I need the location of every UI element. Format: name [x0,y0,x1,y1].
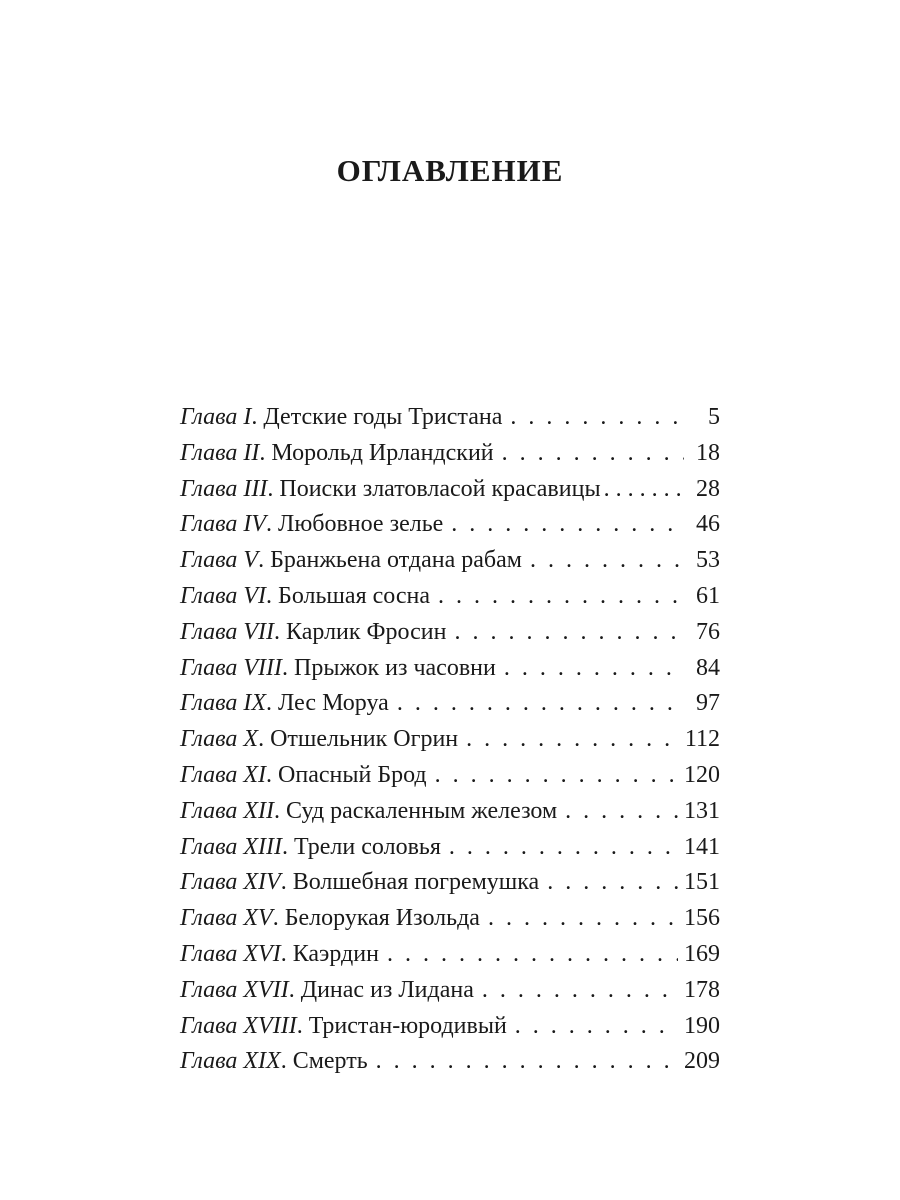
chapter-word: Глава [180,797,238,824]
chapter-word: Глава [180,654,238,681]
chapter-label [180,400,251,436]
chapter-title: Карлик Фросин [286,618,447,645]
toc-entry [180,794,720,830]
chapter-number: XVIII [243,1012,297,1039]
chapter-label [180,1009,297,1045]
chapter-word: Глава [180,582,238,609]
chapter-label [180,937,281,973]
page-number: 151 [684,869,720,896]
page-title: ОГЛАВЛЕНИЕ [336,153,564,188]
chapter-title: Морольд Ирландский [271,439,494,466]
chapter-number: VIII [243,654,283,681]
chapter-title: Трели соловья [294,833,441,860]
toc-entry [180,579,720,615]
dot-leader [397,686,684,722]
chapter-number: XI [243,761,267,788]
dot-leader [547,865,678,901]
chapter-label [180,686,266,722]
chapter-number: VI [243,582,267,609]
table-of-contents [180,400,720,1080]
chapter-title: Большая сосна [278,582,431,609]
dot-leader [488,901,678,937]
page-number: 97 [696,690,720,717]
chapter-word: Глава [180,547,238,574]
toc-entry [180,543,720,579]
chapter-number: V [243,547,259,574]
chapter-word: Глава [180,976,238,1003]
toc-entry [180,615,720,651]
page-number: 28 [696,475,720,502]
chapter-label [180,794,274,830]
dot-leader [565,794,678,830]
chapter-label [180,615,274,651]
toc-entry [180,472,720,508]
chapter-label [180,543,258,579]
page-number: 178 [684,976,720,1003]
chapter-separator: . [280,940,287,967]
chapter-word: Глава [180,869,238,896]
chapter-label [180,579,266,615]
toc-entry [180,901,720,937]
chapter-number: VII [243,618,275,645]
toc-entry [180,722,720,758]
chapter-number: XV [243,905,273,932]
dot-leader [515,1009,678,1045]
chapter-separator: . [259,439,266,466]
toc-entry [180,436,720,472]
chapter-number: I [243,404,252,430]
chapter-separator: . [272,905,279,932]
chapter-label [180,830,282,866]
chapter-separator: . [296,1012,303,1039]
chapter-number: XIII [243,833,283,860]
dot-leader [435,758,678,794]
chapter-word: Глава [180,1012,238,1039]
chapter-title: Лес Моруа [278,690,389,717]
chapter-separator: . [288,976,295,1003]
dot-leader [482,973,678,1009]
chapter-word: Глава [180,833,238,860]
toc-entry [180,400,720,436]
chapter-number: IX [243,690,267,717]
chapter-label [180,901,273,937]
dot-leader [387,937,678,973]
page-number: 46 [696,511,720,538]
toc-entry [180,830,720,866]
page-number: 61 [696,582,720,609]
chapter-title: Бранжьена отдана рабам [270,547,522,574]
page-number: 169 [684,940,720,967]
chapter-word: Глава [180,618,238,645]
chapter-word: Глава [180,905,238,932]
chapter-separator: . [251,404,258,430]
dot-leader [510,400,684,436]
chapter-number: XIX [243,1048,281,1075]
toc-entry [180,937,720,973]
chapter-label [180,472,267,508]
chapter-separator: . [258,547,265,574]
page-number: 18 [696,439,720,466]
chapter-title: Суд раскаленным железом [286,797,558,824]
chapter-number: XVI [243,940,281,967]
page-number: 5 [708,404,720,430]
chapter-separator: . [258,726,265,753]
toc-entry [180,1009,720,1045]
chapter-word: Глава [180,1048,238,1075]
chapter-number: X [243,726,259,753]
chapter-separator: . [282,833,289,860]
toc-entry [180,865,720,901]
dot-leader [451,507,684,543]
chapter-word: Глава [180,726,238,753]
chapter-title: Прыжок из часовни [294,654,496,681]
page-number: 141 [684,833,720,860]
dot-leader [466,722,679,758]
toc-entry [180,1044,720,1080]
chapter-separator: . [266,582,273,609]
dot-leader [438,579,684,615]
dot-leader [502,436,684,472]
page-number: 209 [684,1048,720,1075]
chapter-title: Каэрдин [292,940,379,967]
dot-leader [449,830,678,866]
toc-entry [180,686,720,722]
chapter-number: IV [243,511,267,538]
chapter-number: III [243,475,268,502]
chapter-separator: . [266,690,273,717]
chapter-title: Поиски златовласой красавицы [279,475,601,502]
page-number: 190 [684,1012,720,1039]
page-number: 76 [696,618,720,645]
chapter-separator: . [266,511,273,538]
chapter-separator: . [274,797,281,824]
chapter-word: Глава [180,511,238,538]
chapter-word: Глава [180,404,238,430]
chapter-separator: . [266,761,273,788]
chapter-label [180,758,266,794]
chapter-number: XII [243,797,275,824]
chapter-label [180,722,258,758]
dot-leader [454,615,684,651]
toc-entry [180,973,720,1009]
page-number: 120 [684,761,720,788]
chapter-title: Белорукая Изольда [284,905,480,932]
chapter-label [180,973,289,1009]
chapter-number: II [243,439,260,466]
chapter-label [180,865,281,901]
chapter-separator: . [282,654,289,681]
chapter-title: Опасный Брод [278,761,427,788]
chapter-number: XVII [243,976,289,1003]
toc-entry [180,507,720,543]
chapter-title: Смерть [292,1048,368,1075]
chapter-label [180,436,259,472]
chapter-title: Волшебная погремушка [292,869,540,896]
toc-entry [180,758,720,794]
chapter-title: Любовное зелье [278,511,444,538]
dot-leader [504,651,684,687]
chapter-title: Детские годы Тристана [263,404,503,430]
page-number: 53 [696,547,720,574]
chapter-label [180,651,282,687]
chapter-word: Глава [180,761,238,788]
dot-leader [604,472,687,508]
chapter-title: Динас из Лидана [300,976,474,1003]
chapter-title: Тристан-юродивый [308,1012,507,1039]
chapter-label [180,1044,281,1080]
chapter-word: Глава [180,475,238,502]
dot-leader [530,543,684,579]
chapter-word: Глава [180,690,238,717]
chapter-word: Глава [180,439,238,466]
chapter-separator: . [274,618,281,645]
chapter-title: Отшельник Огрин [270,726,459,753]
page-number: 156 [684,905,720,932]
chapter-separator: . [280,869,287,896]
chapter-number: XIV [243,869,281,896]
dot-leader [376,1044,678,1080]
page-number: 131 [684,797,720,824]
page-number: 112 [684,726,720,753]
chapter-separator: . [267,475,274,502]
toc-entry [180,651,720,687]
chapter-word: Глава [180,940,238,967]
chapter-separator: . [280,1048,287,1075]
page-number: 84 [696,654,720,681]
chapter-label [180,507,266,543]
